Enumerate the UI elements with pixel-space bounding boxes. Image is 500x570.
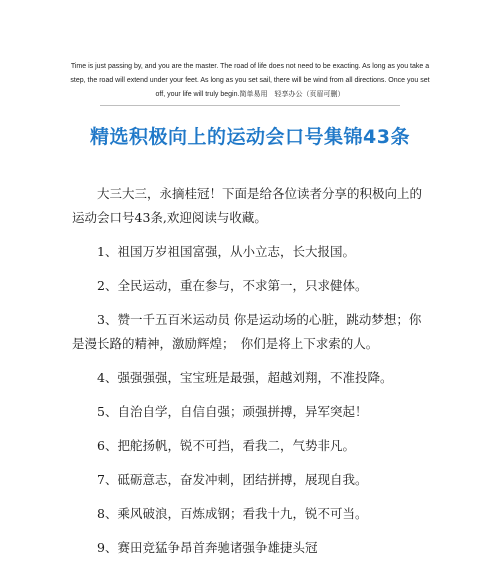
slogan-8: 8、乘风破浪，百炼成钢；看我十九，锐不可当。 — [97, 506, 368, 521]
slogan-9: 9、赛田竞猛争昂首奔驰诸强争雄捷头冠 — [97, 540, 318, 555]
paragraph-intro: 大三大三，永摘桂冠！下面是给各位读者分享的积极向上的运动会口号43条,欢迎阅读与收藏。 — [72, 186, 423, 225]
slogan-6: 6、把舵扬帆，锐不可挡，看我二，气势非凡。 — [97, 438, 355, 453]
slogan-2: 2、全民运动，重在参与，不求第一，只求健体。 — [97, 278, 368, 293]
slogan-4: 4、强强强强，宝宝班是最强，超越刘翔，不准投降。 — [97, 370, 393, 385]
document-body — [72, 182, 432, 570]
document-title: 精选积极向上的运动会口号集锦43条 — [90, 126, 410, 148]
slogan-5: 5、自治自学，自信自强；顽强拼搏，异军突起！ — [97, 404, 368, 419]
slogan-1: 1、祖国万岁祖国富强，从小立志，长大报国。 — [97, 244, 355, 259]
header-divider — [100, 105, 400, 106]
header-note: Time is just passing by, and you are the master. The road of life does not need to be exacting. As long as you take a step, the road will extend under your feet. As long as you set sail, there will be wind from all directions. Once you set off, your life will truly begin.简单易用 轻享办公（页眉可删） — [70, 63, 430, 98]
slogan-7: 7、砥砺意志，奋发冲刺，团结拼搏，展现自我。 — [97, 472, 368, 487]
slogan-3: 3、赞一千五百米运动员 你是运动场的心脏，跳动梦想；你是漫长路的精神，激励辉煌； 你们是将上下求索的人。 — [72, 312, 422, 351]
